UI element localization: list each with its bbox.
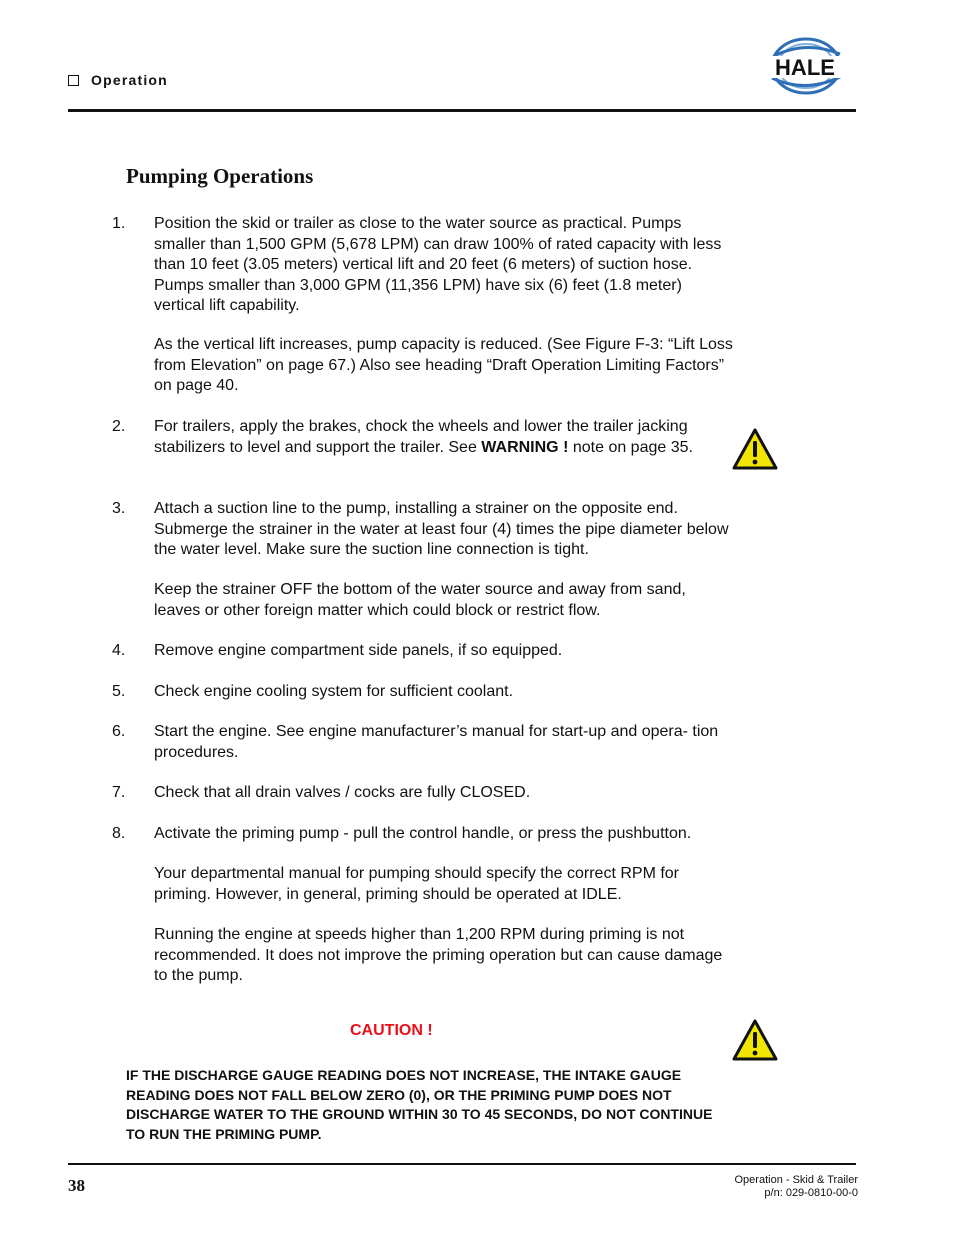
- caution-heading: CAUTION !: [350, 1022, 433, 1039]
- step-6-text: Start the engine. See engine manufacturer’s manual for start-up and opera- tion procedures.: [154, 723, 719, 761]
- hale-logo: [752, 34, 856, 98]
- header-rule: [68, 109, 856, 112]
- caution-triangle-icon: [731, 1018, 779, 1062]
- step-8-note-2: Running the engine at speeds higher than 1,200 RPM during priming is not recommended. It does not improve the priming operation but can cause damage to the pump.: [154, 926, 723, 984]
- footer-rule: [68, 1163, 856, 1165]
- running-header: [68, 72, 168, 88]
- svg-text:HALE: HALE: [775, 55, 835, 80]
- step-number: 4.: [112, 642, 126, 659]
- step-3-text: Attach a suction line to the pump, installing a strainer on the opposite end. Submerge the strainer in the water at least four (4) times the pipe diameter below the water level. Make sure the suction line connection is tight.: [154, 500, 729, 558]
- warning-triangle-icon: [731, 427, 779, 471]
- page-title: Pumping Operations: [126, 164, 314, 188]
- step-number: 2.: [112, 418, 126, 435]
- caution-text: IF THE DISCHARGE GAUGE READING DOES NOT INCREASE, THE INTAKE GAUGE READING DOES NOT FALL BELOW ZERO (0), OR THE PRIMING PUMP DOES NOT DISCHARGE WATER TO THE GROUND WITHIN 30 TO 45 SECONDS, DO NOT CONTINUE TO RUN THE PRIMING PUMP.: [126, 1067, 713, 1142]
- step-2-text: [154, 417, 726, 458]
- page-number: 38: [68, 1176, 85, 1195]
- step-number: 7.: [112, 784, 126, 801]
- step-2-text-start: For trailers, apply the brakes, chock the wheels and lower the trailer jacking stabilizers to level and support the trailer. See: [154, 418, 688, 456]
- step-number: 1.: [112, 215, 126, 232]
- bullet-box-icon: [68, 75, 79, 86]
- step-number: 6.: [112, 723, 126, 740]
- step-number: 3.: [112, 500, 126, 517]
- step-1-text: Position the skid or trailer as close to the water source as practical. Pumps smaller than 1,500 GPM (5,678 LPM) can draw 100% of rated capacity with less than 10 feet (3.05 meters) vertical lift and 20 feet (6 meters) of suction hose. Pumps smaller than 3,000 GPM (11,356 LPM) have six (6) feet (1.8 meter) vertical lift capability.: [154, 215, 722, 314]
- step-8-text: Activate the priming pump - pull the control handle, or press the pushbutton.: [154, 825, 692, 842]
- footer-doc-title: Operation - Skid & Trailer: [734, 1174, 858, 1186]
- step-5-text: Check engine cooling system for sufficient coolant.: [154, 683, 514, 700]
- warning-reference: WARNING !: [481, 438, 569, 456]
- step-number: 5.: [112, 683, 126, 700]
- step-1-note: As the vertical lift increases, pump capacity is reduced. (See Figure F-3: “Lift Loss from Elevation” on page 67.) Also see heading “Draft Operation Limiting Factors” on page 40.: [154, 336, 733, 394]
- footer-part-number: p/n: 029-0810-00-0: [764, 1187, 858, 1199]
- step-number: 8.: [112, 825, 126, 842]
- step-2-text-end: note on page 35.: [568, 438, 693, 456]
- step-7-text: Check that all drain valves / cocks are fully CLOSED.: [154, 784, 531, 801]
- section-label: Operation: [91, 72, 168, 88]
- step-8-note-1: Your departmental manual for pumping should specify the correct RPM for priming. However, in general, priming should be operated at IDLE.: [154, 865, 680, 903]
- step-3-note: Keep the strainer OFF the bottom of the water source and away from sand, leaves or other foreign matter which could block or restrict flow.: [154, 581, 686, 619]
- step-4-text: Remove engine compartment side panels, if so equipped.: [154, 642, 563, 659]
- footer-info: [735, 1174, 859, 1200]
